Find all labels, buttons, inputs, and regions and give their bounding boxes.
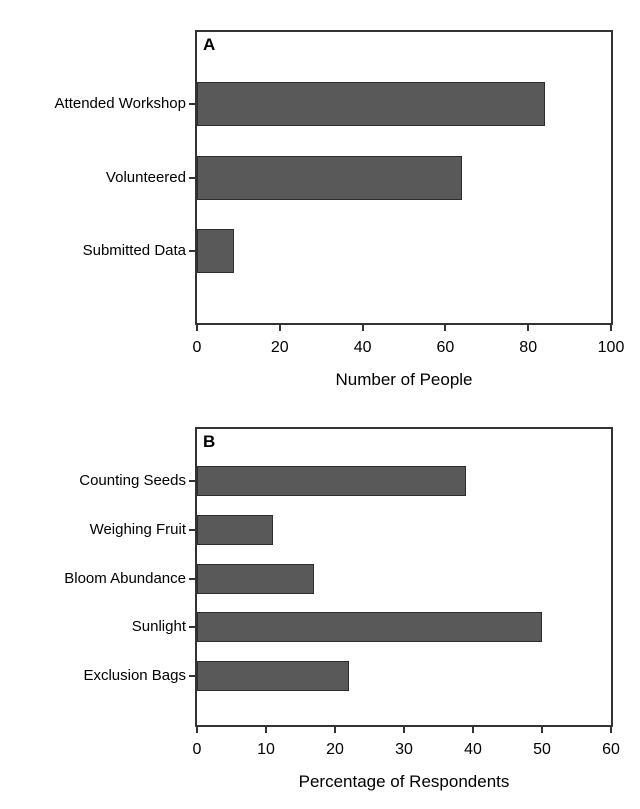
y-tick-mark <box>189 626 195 628</box>
bar-counting-seeds <box>197 466 466 496</box>
plot-area-a <box>195 30 613 325</box>
x-tick-label: 10 <box>257 741 275 758</box>
category-label: Counting Seeds <box>79 472 186 489</box>
category-label: Attended Workshop <box>54 95 186 112</box>
x-tick-mark <box>196 727 198 733</box>
y-tick-mark <box>189 250 195 252</box>
y-tick-mark <box>189 103 195 105</box>
x-tick-label: 60 <box>436 339 455 356</box>
y-tick-mark <box>189 480 195 482</box>
x-tick-label: 0 <box>192 339 202 356</box>
bar-submitted-data <box>197 229 234 273</box>
x-axis-title-a: Number of People <box>335 370 473 389</box>
x-tick-mark <box>610 727 612 733</box>
bar-volunteered <box>197 156 462 200</box>
bar-sunlight <box>197 612 542 642</box>
panel-letter-a: A <box>203 35 216 54</box>
x-tick-label: 40 <box>464 741 482 758</box>
x-tick-label: 50 <box>533 741 551 758</box>
category-label: Bloom Abundance <box>64 569 186 587</box>
x-tick-label: 30 <box>395 741 413 758</box>
x-tick-mark <box>527 325 529 331</box>
panel-b <box>0 397 640 809</box>
x-tick-mark <box>472 727 474 733</box>
x-tick-mark <box>444 325 446 331</box>
x-tick-mark <box>541 727 543 733</box>
bar-exclusion-bags <box>197 661 349 691</box>
category-label: Exclusion Bags <box>83 667 186 685</box>
x-tick-label: 0 <box>192 741 202 758</box>
category-label: Submitted Data <box>82 242 186 259</box>
x-tick-mark <box>610 325 612 331</box>
x-tick-mark <box>265 727 267 733</box>
panel-letter-b: B <box>203 432 216 451</box>
panel-a <box>0 0 640 400</box>
x-tick-label: 100 <box>597 339 625 356</box>
y-tick-mark <box>189 578 195 580</box>
plot-area-b <box>195 427 613 727</box>
y-tick-mark <box>189 675 195 677</box>
x-tick-mark <box>334 727 336 733</box>
x-tick-label: 20 <box>326 741 344 758</box>
bar-weighing-fruit <box>197 515 273 545</box>
x-tick-mark <box>362 325 364 331</box>
x-tick-label: 80 <box>519 339 538 356</box>
x-tick-label: 60 <box>602 741 620 758</box>
category-label: Weighing Fruit <box>89 520 186 538</box>
y-tick-mark <box>189 529 195 531</box>
x-tick-label: 20 <box>270 339 289 356</box>
bar-bloom-abundance <box>197 564 314 594</box>
category-label: Sunlight <box>131 618 186 636</box>
category-label: Volunteered <box>105 168 186 186</box>
x-tick-mark <box>279 325 281 331</box>
x-tick-mark <box>403 727 405 733</box>
bar-attended-workshop <box>197 82 545 126</box>
x-tick-mark <box>196 325 198 331</box>
x-axis-title-b: Percentage of Respondents <box>298 772 510 791</box>
x-tick-label: 40 <box>353 339 372 356</box>
y-tick-mark <box>189 177 195 179</box>
